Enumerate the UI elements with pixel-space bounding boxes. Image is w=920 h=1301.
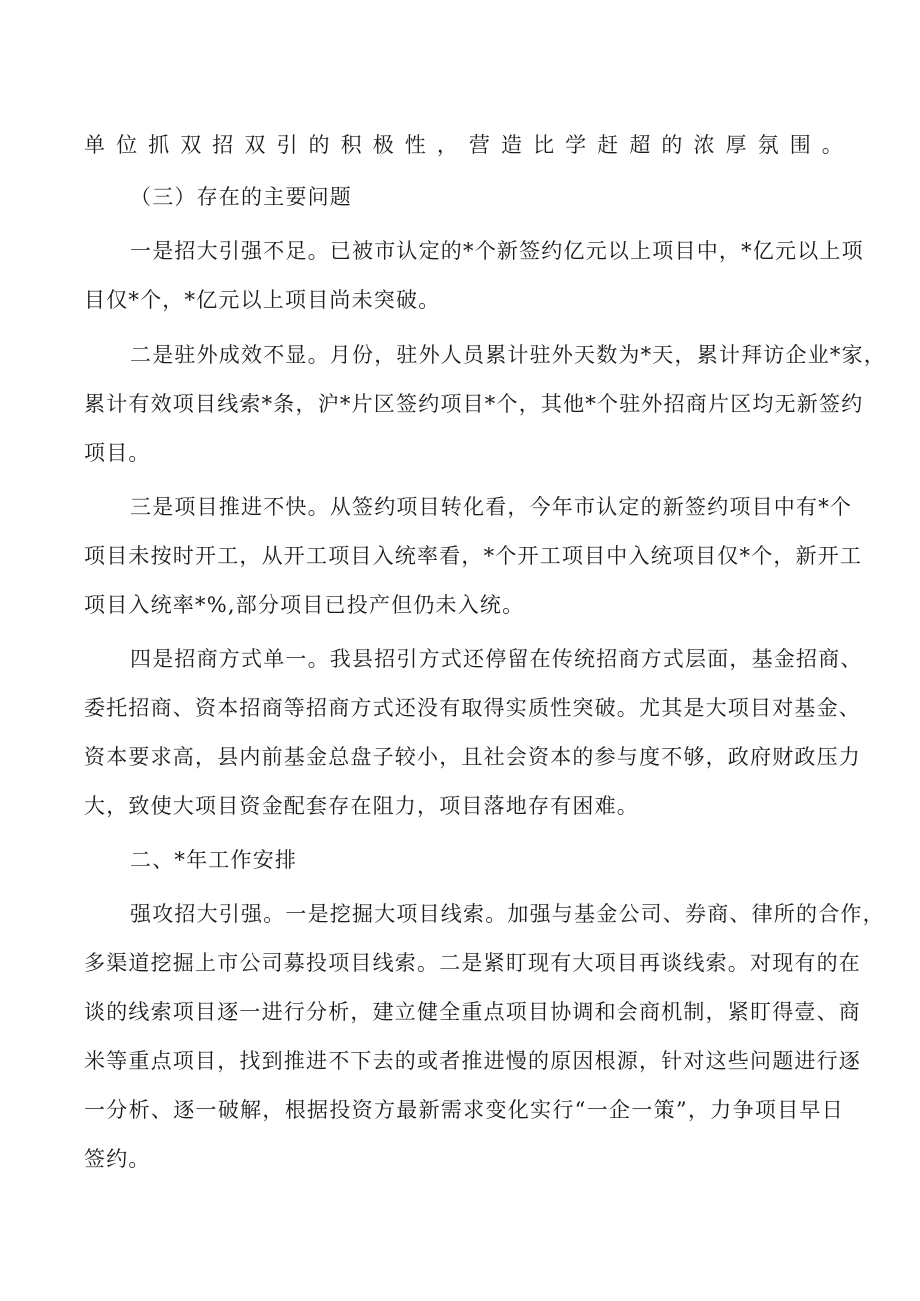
paragraph-line: 单位抓双招双引的积极性，营造比学赶超的浓厚氛围。 bbox=[84, 133, 844, 157]
paragraph-line: 资本要求高，县内前基金总盘子较小，且社会资本的参与度不够，政府财政压力 bbox=[84, 745, 861, 769]
paragraph-line: 二是驻外成效不显。月份，驻外人员累计驻外天数为*天，累计拜访企业*家， bbox=[130, 343, 886, 367]
paragraph-line: 大，致使大项目资金配套存在阻力，项目落地存有困难。 bbox=[84, 794, 639, 818]
paragraph-line: 一是招大引强不足。已被市认定的*个新签约亿元以上项目中，*亿元以上项 bbox=[130, 239, 864, 263]
paragraph-line: 多渠道挖掘上市公司募投项目线索。二是紧盯现有大项目再谈线索。对现有的在 bbox=[84, 951, 861, 975]
paragraph-line: 签约。 bbox=[84, 1147, 151, 1171]
paragraph-line: 四是招商方式单一。我县招引方式还停留在传统招商方式层面，基金招商、 bbox=[130, 647, 863, 671]
paragraph-line: 累计有效项目线索*条，沪*片区签约项目*个，其他*个驻外招商片区均无新签约 bbox=[84, 392, 864, 416]
paragraph-line: 三是项目推进不快。从签约项目转化看，今年市认定的新签约项目中有*个 bbox=[130, 495, 853, 519]
paragraph-line: 强攻招大引强。一是挖掘大项目线索。加强与基金公司、券商、律所的合作， bbox=[130, 902, 885, 926]
paragraph-line: 目仅*个，*亿元以上项目尚未突破。 bbox=[84, 288, 441, 312]
section-heading: （三）存在的主要问题 bbox=[130, 185, 352, 209]
paragraph-line: 项目未按时开工，从开工项目入统率看，*个开工项目中入统项目仅*个，新开工 bbox=[84, 544, 863, 568]
paragraph-line: 米等重点项目，找到推进不下去的或者推进慢的原因根源，针对这些问题进行逐 bbox=[84, 1049, 861, 1073]
section-heading: 二、*年工作安排 bbox=[130, 848, 298, 872]
paragraph-line: 委托招商、资本招商等招商方式还没有取得实质性突破。尤其是大项目对基金、 bbox=[84, 696, 861, 720]
paragraph-line: 项目。 bbox=[84, 441, 151, 465]
paragraph-line: 项目入统率*%,部分项目已投产但仍未入统。 bbox=[84, 593, 525, 617]
paragraph-line: 谈的线索项目逐一进行分析，建立健全重点项目协调和会商机制，紧盯得壹、商 bbox=[84, 1000, 861, 1024]
paragraph-line: 一分析、逐一破解，根据投资方最新需求变化实行“一企一策”，力争项目早日 bbox=[84, 1098, 844, 1122]
